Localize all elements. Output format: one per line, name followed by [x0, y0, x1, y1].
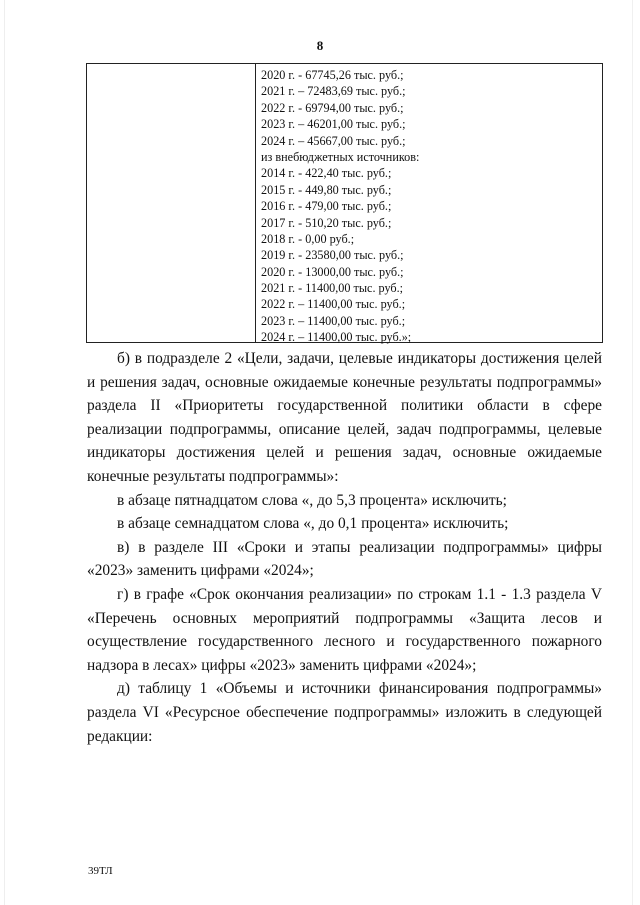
body-text — [87, 347, 602, 748]
paragraph: б) в подразделе 2 «Цели, задачи, целевые индикаторы достижения целей и решения задач, основные ожидаемые конечные результаты подпрограммы» раздела II «Приоритеты государственной политики области в сфере реализации подпрограммы, описание целей, задач подпрограммы, целевые индикаторы достижения целей и решения задач, основные ожидаемые конечные результаты подпрограммы»: — [87, 350, 602, 485]
paragraph: в абзаце семнадцатом слова «, до 0,1 процента» исключить; — [117, 515, 509, 533]
financing-table — [86, 63, 603, 343]
paragraph: д) таблицу 1 «Объемы и источники финансирования подпрограммы» раздела VI «Ресурсное обеспечение подпрограммы» изложить в следующей редакции: — [87, 680, 602, 745]
table-line: 2020 г. - 13000,00 тыс. руб.; — [261, 264, 404, 279]
table-line: из внебюджетных источников: — [261, 149, 420, 164]
scan-edge-left — [4, 0, 5, 905]
table-line: 2019 г. - 23580,00 тыс. руб.; — [261, 248, 404, 263]
table-line: 2020 г. - 67745,26 тыс. руб.; — [261, 68, 404, 82]
table-line: 2015 г. - 449,80 тыс. руб.; — [261, 182, 392, 197]
paragraph: в абзаце пятнадцатом слова «, до 5,3 процента» исключить; — [117, 491, 507, 509]
table-line: 2022 г. - 69794,00 тыс. руб.; — [261, 100, 404, 115]
document-code: 39ТЛ — [88, 865, 113, 877]
table-right-cell — [256, 64, 602, 345]
table-line: 2022 г. – 11400,00 тыс. руб.; — [261, 297, 406, 312]
paragraph: в) в разделе III «Сроки и этапы реализации подпрограммы» цифры «2023» заменить цифрами «2024»; — [87, 538, 602, 580]
table-line: 2023 г. – 46201,00 тыс. руб.; — [261, 117, 406, 132]
table-line: 2014 г. - 422,40 тыс. руб.; — [261, 166, 392, 181]
table-line: 2021 г. - 11400,00 тыс. руб.; — [261, 281, 404, 296]
paragraph: г) в графе «Срок окончания реализации» по строкам 1.1 - 1.3 раздела V «Перечень основных мероприятий подпрограммы «Защита лесов и осуществление государственного лесного и государственного пожарного надзора в лесах» цифры «2023» заменить цифрами «2024»; — [87, 585, 602, 674]
table-line: 2016 г. - 479,00 тыс. руб.; — [261, 199, 392, 214]
scan-edge-right — [632, 0, 633, 905]
table-line: 2024 г. – 45667,00 тыс. руб.; — [261, 133, 406, 148]
table-line: 2021 г. – 72483,69 тыс. руб.; — [261, 84, 406, 99]
table-line: 2018 г. - 0,00 руб.; — [261, 231, 355, 246]
table-line: 2024 г. – 11400,00 тыс. руб.»; — [261, 330, 412, 345]
page-number: 8 — [316, 38, 324, 53]
table-line: 2017 г. - 510,20 тыс. руб.; — [261, 215, 392, 230]
table-line: 2023 г. – 11400,00 тыс. руб.; — [261, 313, 406, 328]
table-left-cell — [87, 64, 256, 342]
